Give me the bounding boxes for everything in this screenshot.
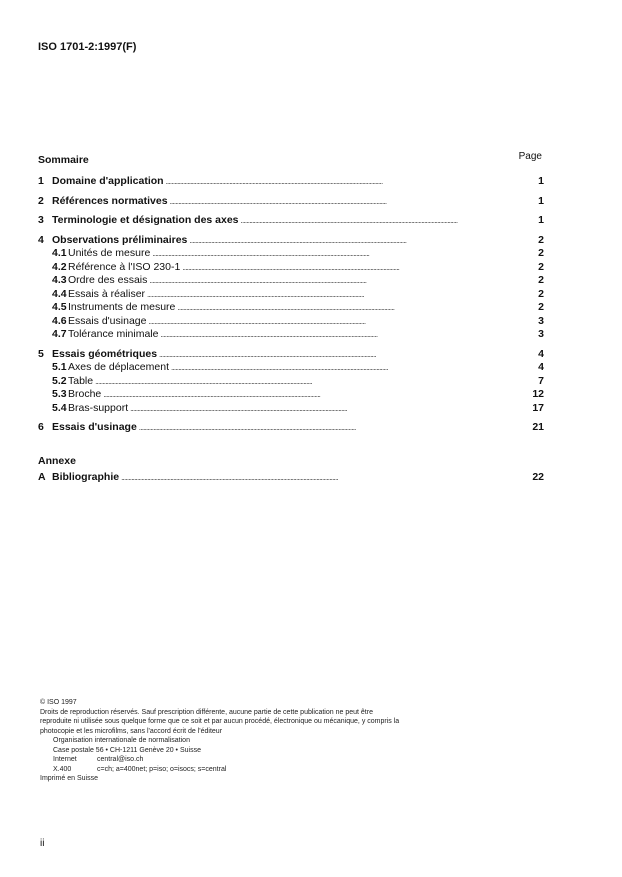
leader-dots <box>147 288 526 302</box>
toc-entry-5-1[interactable] <box>38 361 544 375</box>
toc-entry-number: 1 <box>38 175 44 187</box>
toc-entry-4-5[interactable] <box>38 301 544 315</box>
toc-entry-title: Table <box>68 374 94 387</box>
x400-address <box>40 765 400 775</box>
toc-entry-page: 12 <box>532 388 544 400</box>
toc-entry-page: 2 <box>538 274 544 286</box>
toc-entry-page: 2 <box>538 301 544 313</box>
toc-entry-5-3[interactable] <box>38 388 544 402</box>
leader-dots <box>160 328 526 342</box>
toc-entry-3[interactable] <box>38 214 544 228</box>
rights-text: Droits de reproduction réservés. Sauf prescription différente, aucune partie de cette publication ne peut être reproduite ni utilisée sous quelque forme que ce soit et par aucun procédé, électronique ou mécanique, y compris la photocopie et les microfilms, sans l'accord écrit de l'éditeur <box>40 708 400 735</box>
toc-entry-number: 2 <box>38 194 44 207</box>
toc-entry-4-3[interactable] <box>38 274 544 288</box>
toc-entry-page: 1 <box>538 214 544 226</box>
toc-entry-page: 1 <box>538 194 544 207</box>
leader-dots <box>152 247 526 261</box>
toc-entry-number: 5.4 <box>52 401 67 414</box>
toc-entry-number: 4.1 <box>52 247 67 259</box>
toc-entry-4-1[interactable] <box>38 247 544 261</box>
leader-dots <box>182 261 526 275</box>
toc-entry-6[interactable] <box>38 421 544 435</box>
leader-dots <box>139 421 526 435</box>
toc-entry-title: Unités de mesure <box>68 247 151 259</box>
toc-heading: Sommaire <box>38 154 89 166</box>
toc-entry-number: 4.5 <box>52 301 67 313</box>
toc-entry-page: 3 <box>538 328 544 340</box>
toc-entry-page: 4 <box>538 347 544 360</box>
toc-entry-number: 4.4 <box>52 287 67 300</box>
toc-entry-title: Domaine d'application <box>52 175 164 187</box>
toc-entry-title: Bras-support <box>68 401 129 414</box>
toc-entry-page: 17 <box>532 401 544 414</box>
toc-entry-title: Ordre des essais <box>68 274 148 286</box>
toc-entry-5-4[interactable] <box>38 402 544 416</box>
toc-entry-title: Référence à l'ISO 230-1 <box>68 260 181 273</box>
toc-entry-title: Essais d'usinage <box>52 421 137 433</box>
printed-in: Imprimé en Suisse <box>40 775 98 782</box>
toc-entry-5-2[interactable] <box>38 375 544 389</box>
toc-entry-title: Essais d'usinage <box>68 314 147 327</box>
organization-name: Organisation internationale de normalisation <box>53 737 190 744</box>
toc-entry-number: 3 <box>38 214 44 226</box>
table-of-contents <box>38 175 544 435</box>
toc-entry-title: Observations préliminaires <box>52 233 188 246</box>
toc-entry-number: 4.7 <box>52 328 67 340</box>
leader-dots <box>159 348 526 362</box>
x400-label: X.400 <box>53 765 72 773</box>
toc-entry-5[interactable] <box>38 348 544 362</box>
page-folio: ii <box>40 838 45 849</box>
toc-entry-number: 5.3 <box>52 388 67 400</box>
toc-entry-title: Terminologie et désignation des axes <box>52 214 239 226</box>
toc-entry-title: Essais géométriques <box>52 347 158 360</box>
leader-dots <box>148 315 526 329</box>
leader-dots <box>95 375 526 389</box>
leader-dots <box>177 301 526 315</box>
internet-value: central@iso.ch <box>97 756 144 763</box>
leader-dots <box>189 234 526 248</box>
toc-entry-page: 1 <box>538 175 544 187</box>
toc-entry-page: 2 <box>538 260 544 273</box>
x400-value: c=ch; a=400net; p=iso; o=isocs; s=central <box>97 765 227 773</box>
standard-number: ISO 1701-2:1997(F) <box>38 41 137 53</box>
leader-dots <box>149 274 526 288</box>
toc-entry-title: Instruments de mesure <box>68 301 176 313</box>
toc-entry-number: 5.2 <box>52 374 67 387</box>
leader-dots <box>171 361 526 375</box>
leader-dots <box>103 388 526 402</box>
toc-entry-page: 4 <box>538 361 544 373</box>
toc-entry-4-2[interactable] <box>38 261 544 275</box>
toc-entry-number: 4 <box>38 233 44 246</box>
toc-entry-number: 6 <box>38 421 44 433</box>
toc-entry-4-6[interactable] <box>38 315 544 329</box>
postal-address: Case postale 56 • CH-1211 Genève 20 • Suisse <box>53 746 201 754</box>
annex-heading: Annexe <box>38 455 76 467</box>
internet-address <box>40 755 400 765</box>
toc-entry-page: 21 <box>532 421 544 433</box>
copyright-line: © ISO 1997 <box>40 699 77 706</box>
toc-entry-page: 2 <box>538 247 544 259</box>
toc-entry-number: 4.6 <box>52 314 67 327</box>
toc-entry-page: 7 <box>538 374 544 387</box>
toc-entry-4[interactable] <box>38 234 544 248</box>
toc-entry-number: 4.3 <box>52 274 67 286</box>
toc-entry-page: 3 <box>538 314 544 327</box>
toc-entry-number: 5 <box>38 347 44 360</box>
toc-entry-title: Axes de déplacement <box>68 361 169 373</box>
toc-entry-annex-a[interactable] <box>38 471 544 485</box>
leader-dots <box>241 214 526 228</box>
toc-entry-number: 5.1 <box>52 361 67 373</box>
toc-entry-page: 22 <box>532 471 544 483</box>
toc-entry-title: Essais à réaliser <box>68 287 146 300</box>
toc-entry-title: Broche <box>68 388 102 400</box>
toc-entry-page: 2 <box>538 287 544 300</box>
leader-dots <box>130 402 526 416</box>
internet-label: Internet <box>53 756 77 763</box>
page-column-label: Page <box>518 151 542 162</box>
toc-entry-title: Tolérance minimale <box>68 328 159 340</box>
toc-entry-title: Références normatives <box>52 194 168 207</box>
toc-entry-1[interactable] <box>38 175 544 189</box>
leader-dots <box>170 195 526 209</box>
toc-entry-number: 4.2 <box>52 260 67 273</box>
toc-entry-number: A <box>38 471 46 483</box>
toc-entry-page: 2 <box>538 233 544 246</box>
toc-entry-title: Bibliographie <box>52 471 120 483</box>
toc-entry-4-7[interactable] <box>38 328 544 342</box>
copyright-block <box>40 698 400 784</box>
leader-dots <box>121 471 526 485</box>
leader-dots <box>166 175 526 189</box>
toc-entry-2[interactable] <box>38 195 544 209</box>
toc-entry-4-4[interactable] <box>38 288 544 302</box>
